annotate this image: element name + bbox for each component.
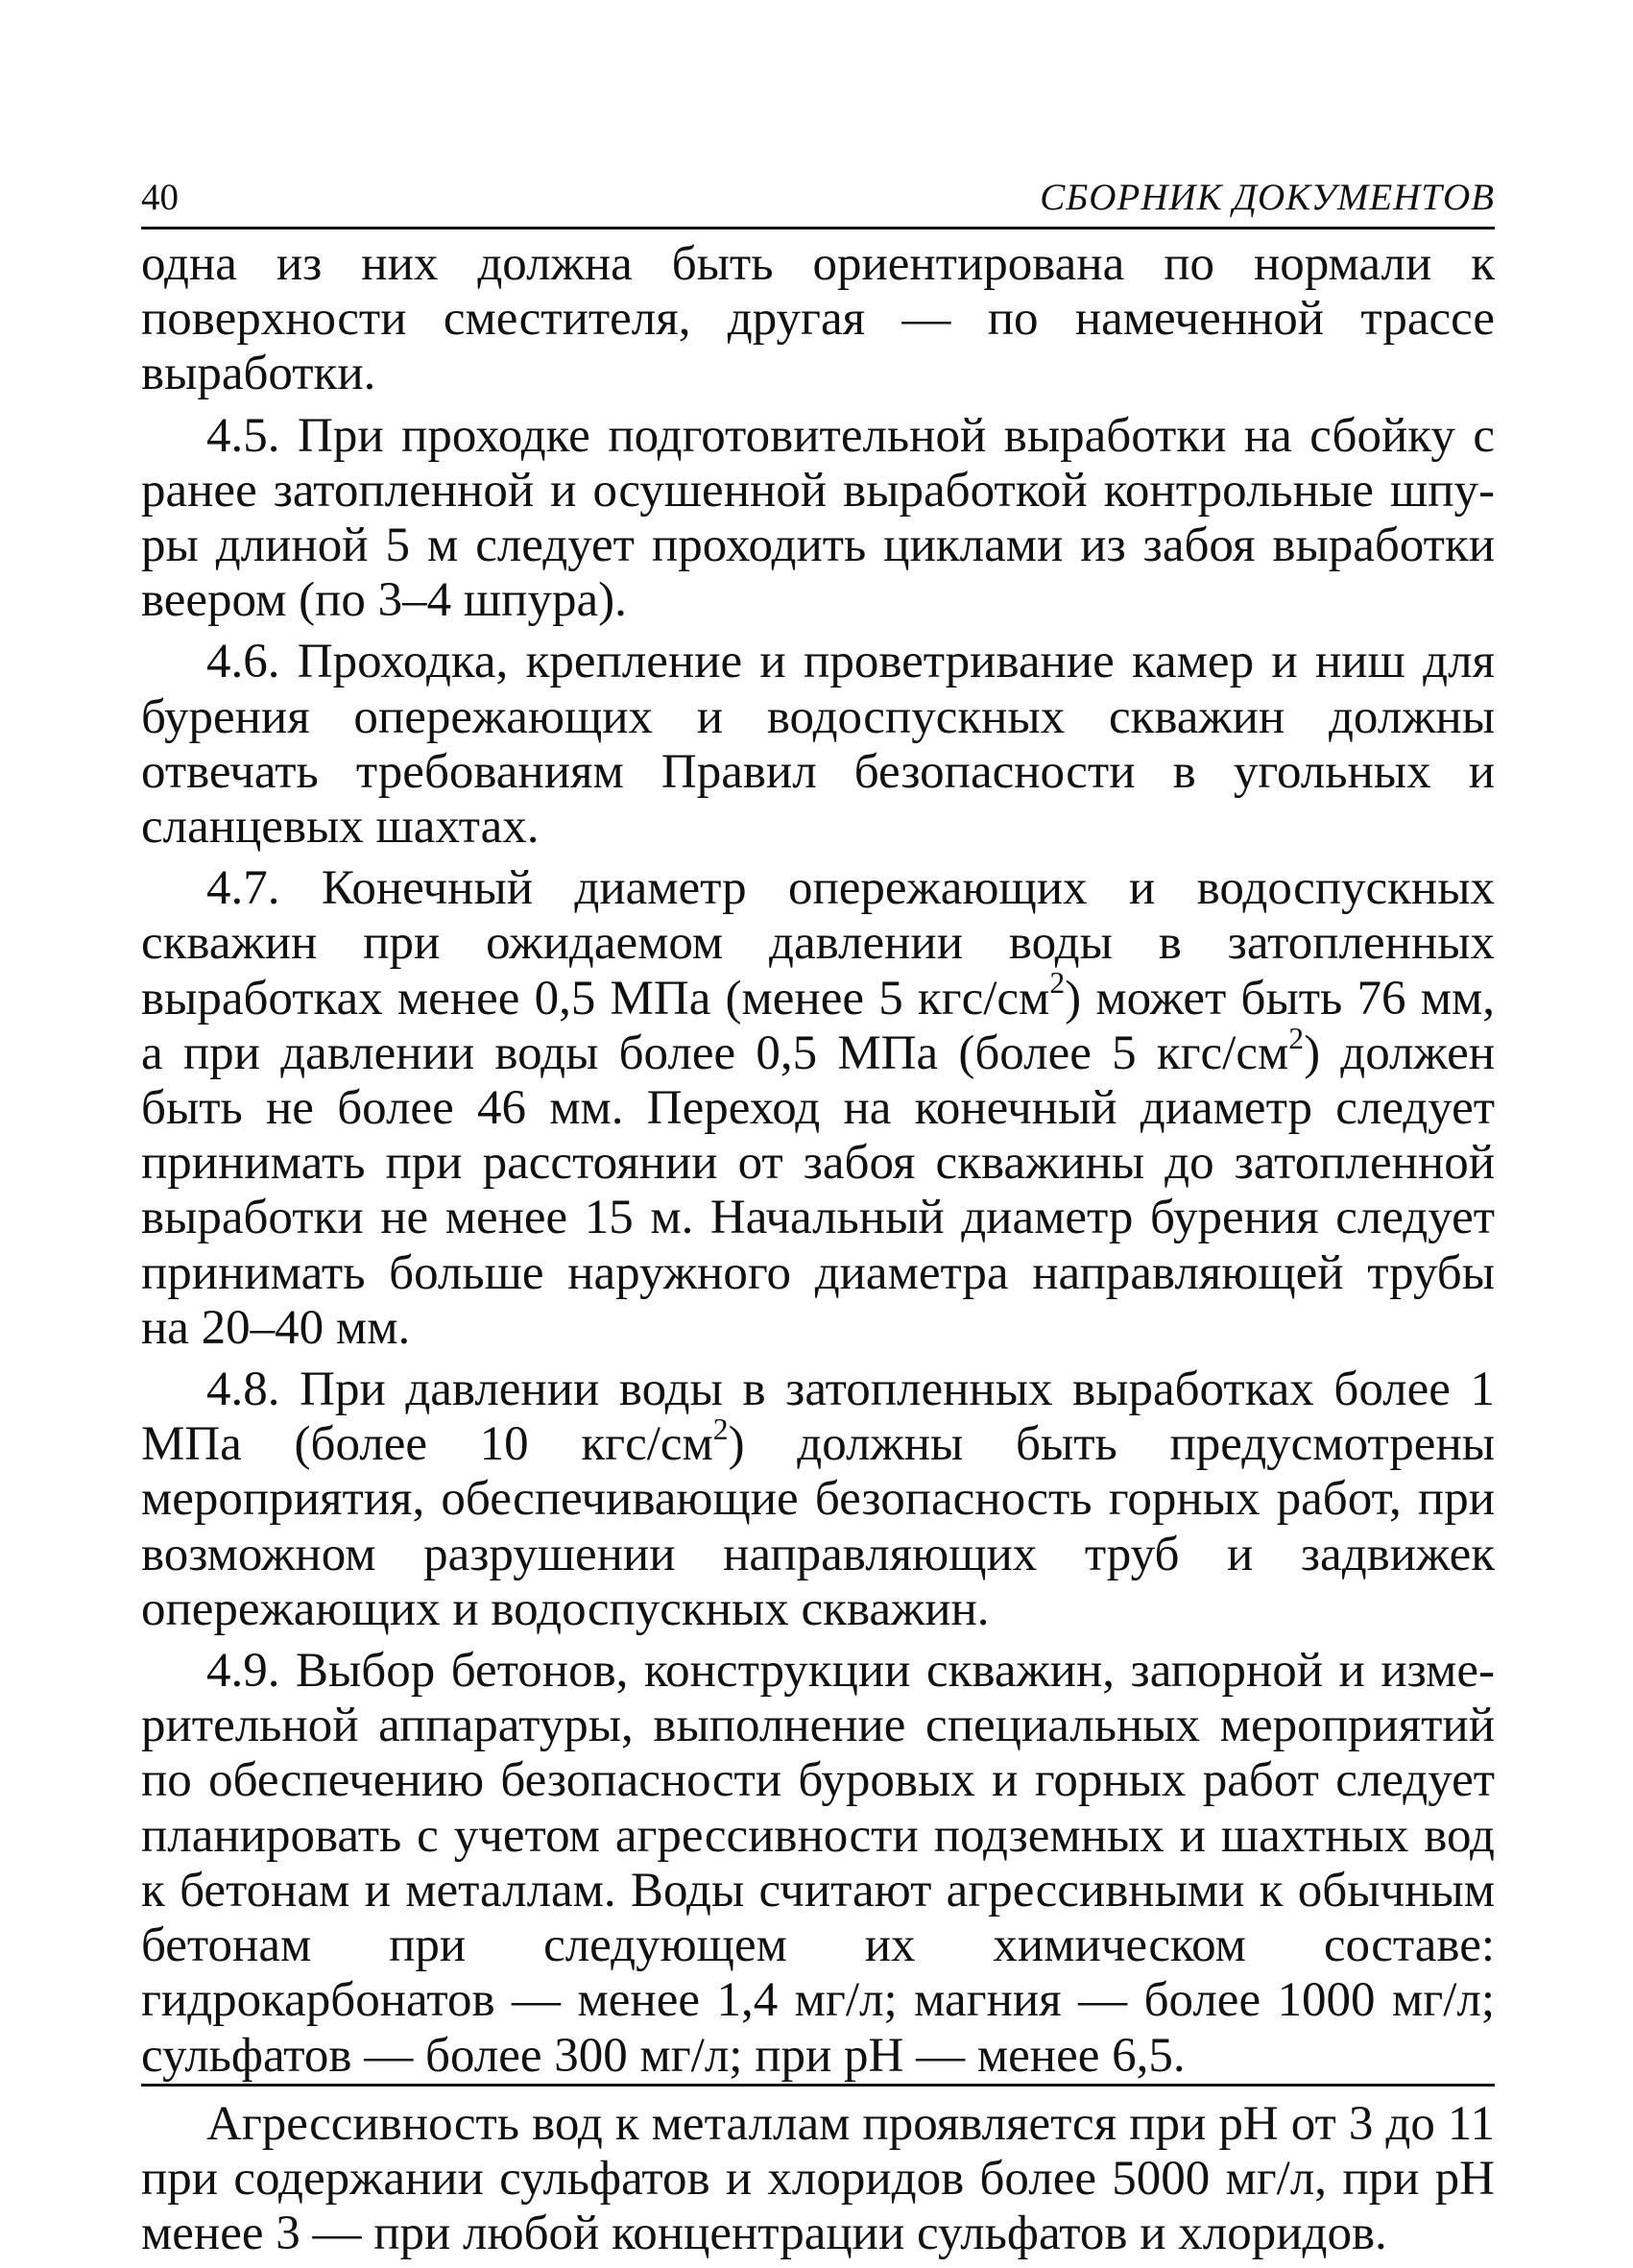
running-header [141,173,1495,223]
running-title: СБОРНИК ДОКУМЕНТОВ [1040,177,1495,218]
text-run: ) должны быть предусмотрены мероприятия, обеспечивающие безопасность горных работ, при возможном разрушении направляющих труб и задвижек опережающих и водоспускных скважин. [141,1417,1495,1636]
superscript: 2 [712,1412,729,1447]
paragraph-4-8 [141,1363,1495,1637]
document-page [141,173,1496,2261]
text-run: ) должен быть не более 46 мм. Переход на конечный диаметр следует принимать при расстоянии от забоя скважины до затопленной выработки не менее 15 м. Начальный диаметр бурения следует принимать больше наружного диаметра направляющей трубы на 20–40 мм. [141,1025,1496,1355]
paragraph-4-9: 4.9. Выбор бетонов, конструкции скважин, запорной и измерительной аппаратуры, выполнение специальных мероприятий по обеспечению безопасности буровых и горных работ следует планировать с учетом агрессивности подземных и шахтных вод к бетонам и металлам. Воды считают агрессивными к обычным бетонам при следующем их химическом составе: гидрокарбонатов — менее 1,4 мг/л; магния — более 1000 мг/л; сульфатов — более 300 мг/л; при pH — менее 6,5. [141,1644,1495,2083]
header-rule [141,227,1495,229]
paragraph-aggressiveness: Агрессивность вод к металлам проявляется при pH от 3 до 11 при содержании сульфатов и хлоридов более 5000 мг/л, при pH менее 3 — при любой концентрации сульфатов и хлоридов. [141,2096,1495,2261]
paragraph-continuation: одна из них должна быть ориентирована по нормали к поверхности сместителя, другая — по намеченной трассе выработки. [141,237,1495,401]
paragraph-4-6: 4.6. Проходка, крепление и проветривание камер и ниш для бурения опережающих и водоспускных скважин должны отвечать требованиям Правил безопасности в угольных и сланцевых шахтах. [141,635,1495,855]
superscript: 2 [1049,966,1066,1001]
text-run: 4.7. Конечный диаметр опережающих и водоспускных скважин при ожидаемом давлении воды в затопленных выработках менее 0,5 МПа (менее 5 кгс/см [141,861,1495,1025]
paragraph-4-5: 4.5. При проходке подготовительной выработки на сбойку с ранее затопленной и осушенной выработкой контрольные шпуры длиной 5 м следует проходить циклами из забоя выработки веером (по 3–4 шпура). [141,408,1495,628]
text-run: 4.8. При давлении воды в затопленных выработках более 1 МПа (более 10 кгс/см [141,1363,1495,1472]
footer-rule [141,2084,1495,2087]
paragraph-4-7 [141,861,1495,1356]
page-number: 40 [141,177,179,218]
body-text [141,237,1495,2261]
superscript: 2 [1288,1021,1305,1055]
text-run: ) может быть 76 мм, а при давлении воды более 0,5 МПа (более 5 кгс/см [141,971,1495,1080]
